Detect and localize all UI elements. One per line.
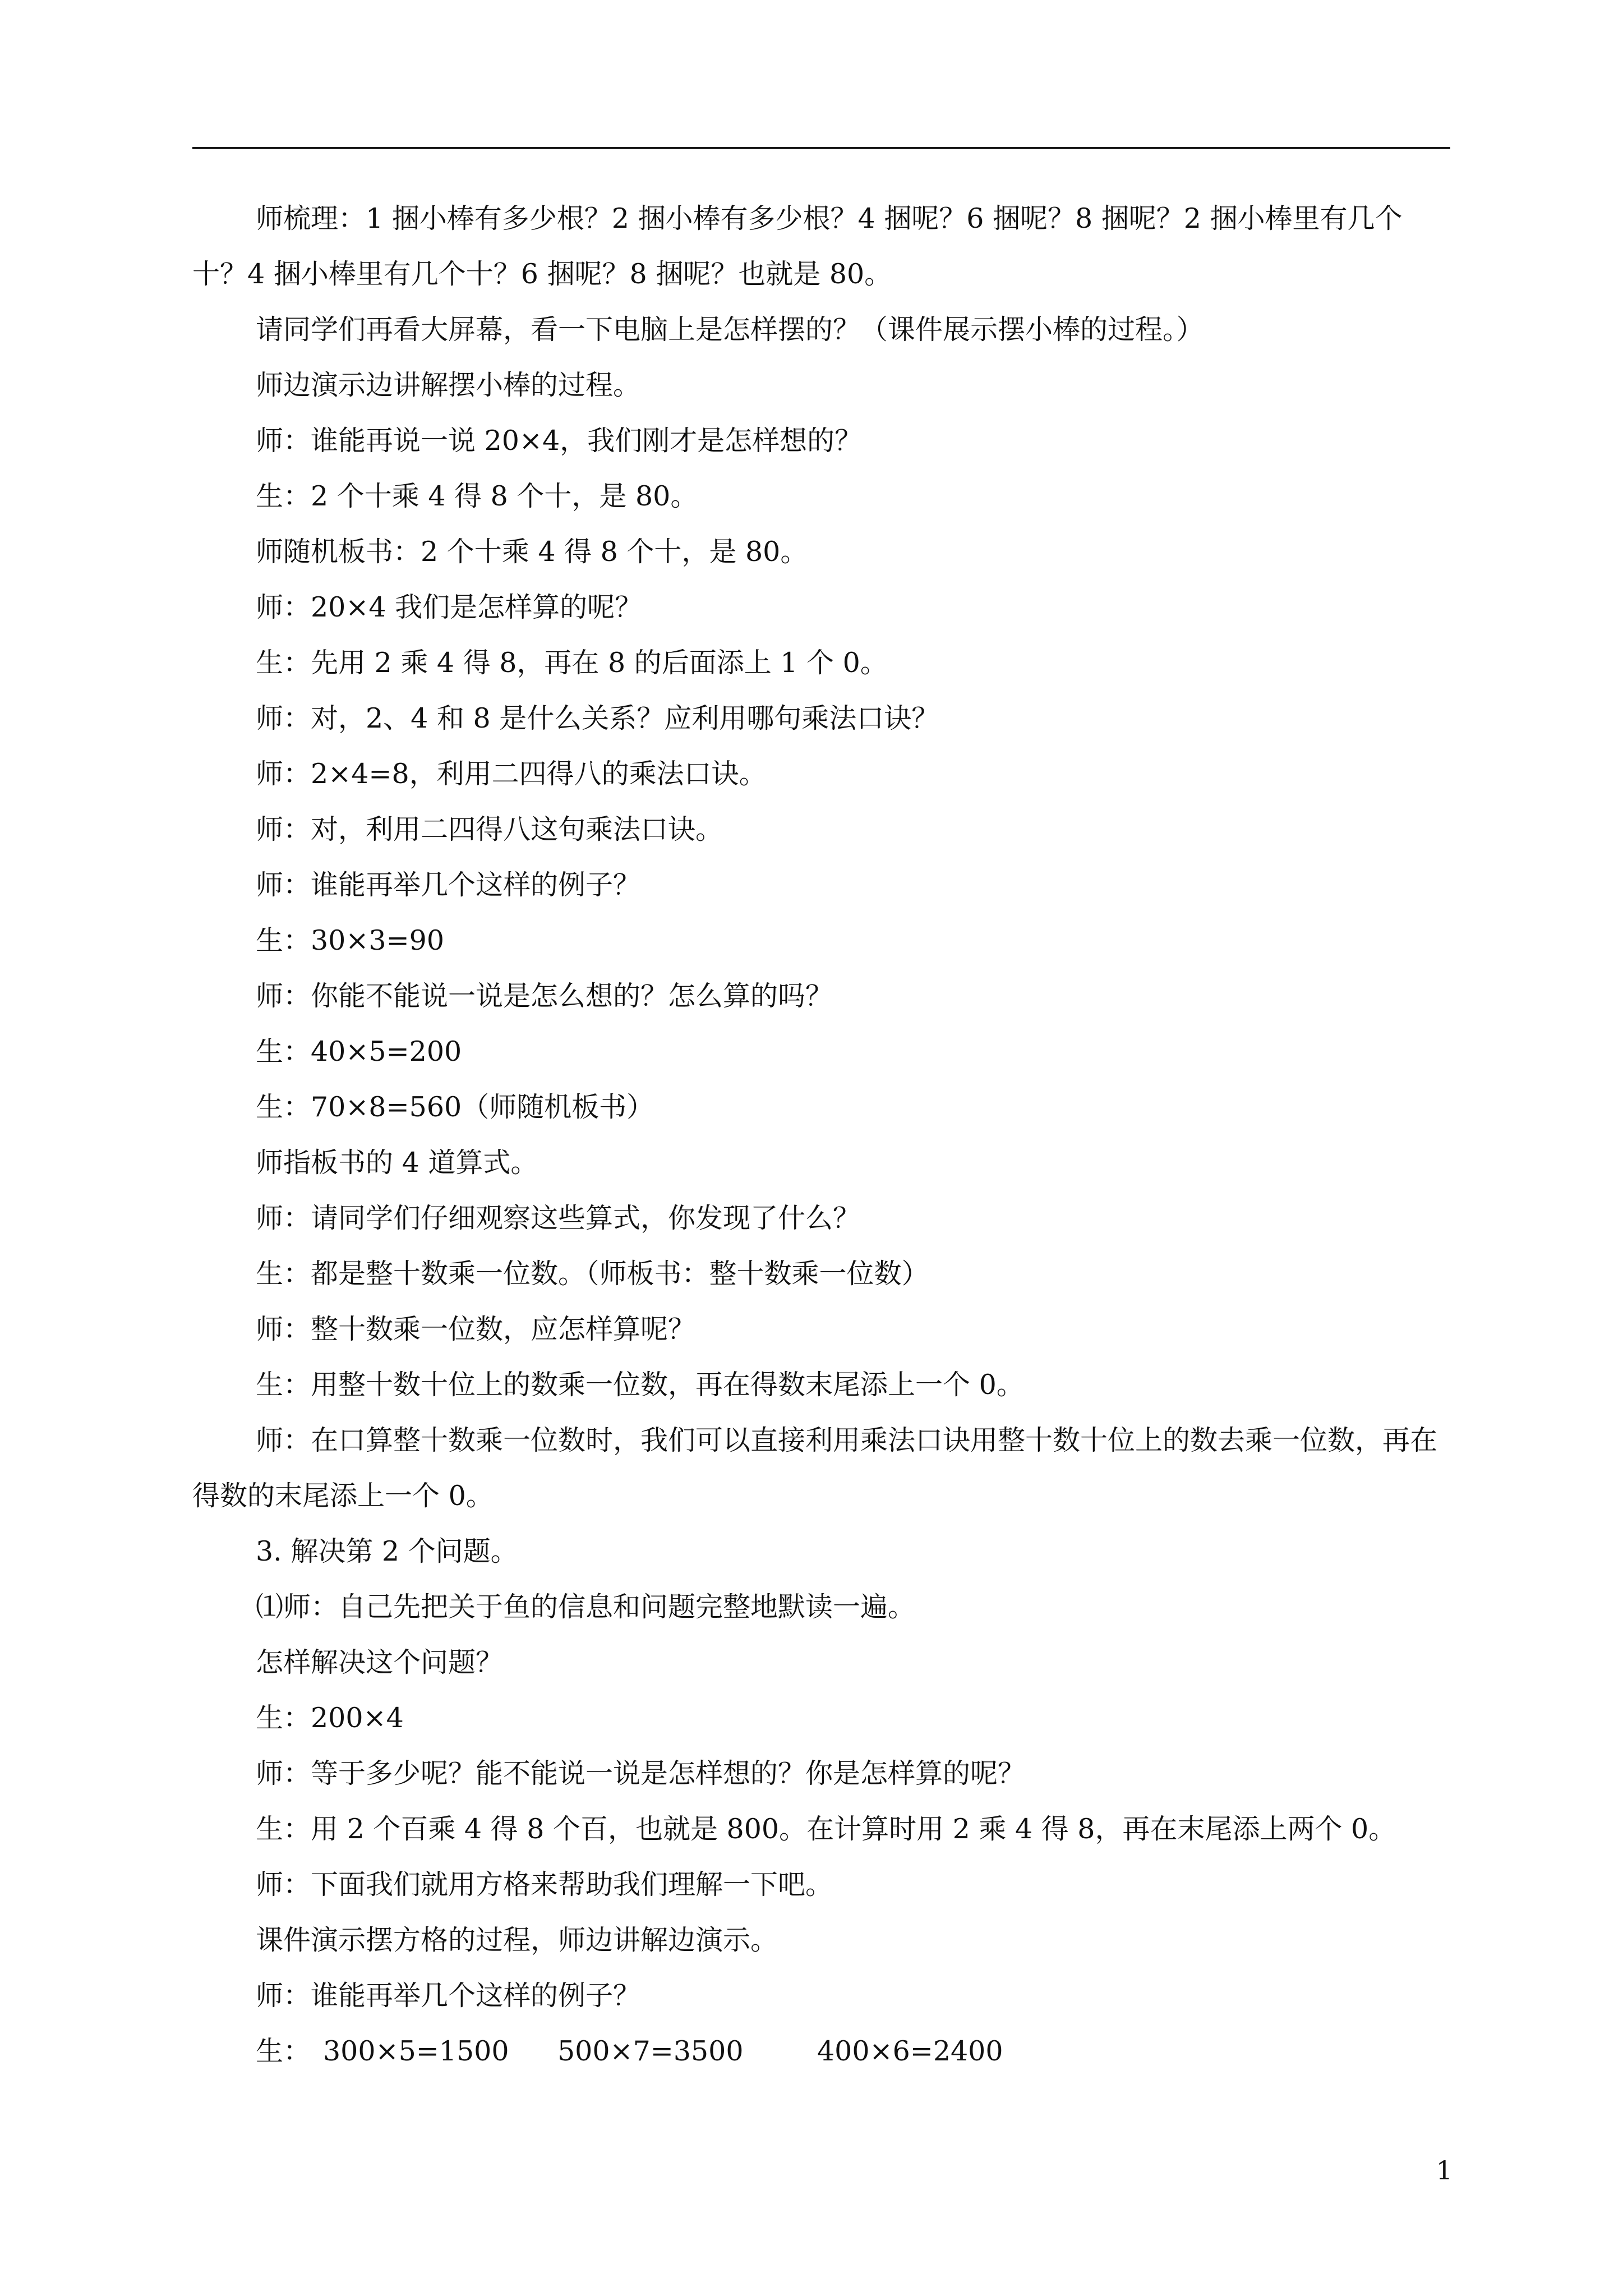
paragraph: 师梳理：1 捆小棒有多少根？2 捆小棒有多少根？4 捆呢？6 捆呢？8 捆呢？2 捆小棒里有几个十？4 捆小棒里有几个十？6 捆呢？8 捆呢？也就是 80。 [192,203,1403,290]
paragraph: 师边演示边讲解摆小棒的过程。 [256,369,641,401]
page-number: 1 [1436,2155,1453,2185]
paragraph: 师：谁能再举几个这样的例子？ [256,1980,641,2012]
speaker-label: 生： [256,2035,311,2067]
paragraph: 课件演示摆方格的过程，师边讲解边演示。 [256,1924,778,1956]
equation: 300×5=1500 [323,2035,509,2067]
paragraph: 生：先用 2 乘 4 得 8，再在 8 的后面添上 1 个 0。 [256,647,888,679]
paragraph: 生：70×8=560（师随机板书） [256,1091,654,1123]
paragraph: 师：请同学们仔细观察这些算式，你发现了什么？ [256,1202,861,1234]
paragraph: 师：谁能再举几个这样的例子？ [256,869,641,901]
paragraph: 生：200×4 [256,1702,404,1734]
paragraph: 师：等于多少呢？能不能说一说是怎样想的？你是怎样算的呢？ [256,1757,1026,1789]
header-rule [192,147,1450,149]
paragraph: 生：都是整十数乘一位数。（师板书：整十数乘一位数） [256,1258,929,1290]
paragraph: 生：40×5=200 [256,1036,462,1068]
paragraph: 怎样解决这个问题？ [256,1646,504,1678]
paragraph: 生：用 2 个百乘 4 得 8 个百，也就是 800。在计算时用 2 乘 4 得 8，再在末尾添上两个 0。 [256,1813,1396,1845]
paragraph: 师指板书的 4 道算式。 [256,1147,538,1179]
paragraph: 师：整十数乘一位数，应怎样算呢？ [256,1313,696,1345]
page-body [192,191,1450,2079]
equation: 400×6=2400 [817,2035,1003,2067]
paragraph: 请同学们再看大屏幕，看一下电脑上是怎样摆的？（课件展示摆小棒的过程。） [256,314,1204,346]
equation: 500×7=3500 [557,2035,744,2067]
paragraph: 师：对，利用二四得八这句乘法口诀。 [256,813,723,845]
paragraph: ⑴师：自己先把关于鱼的信息和问题完整地默读一遍。 [256,1591,916,1623]
paragraph: 师：谁能再说一说 20×4，我们刚才是怎样想的？ [256,425,863,457]
paragraph: 生：用整十数十位上的数乘一位数，再在得数末尾添上一个 0。 [256,1369,1024,1401]
paragraph: 师：在口算整十数乘一位数时，我们可以直接利用乘法口诀用整十数十位上的数去乘一位数，再在得数的末尾添上一个 0。 [192,1424,1438,1512]
paragraph: 师：你能不能说一说是怎么想的？怎么算的吗？ [256,980,833,1012]
paragraph: 生：2 个十乘 4 得 8 个十，是 80。 [256,480,698,512]
paragraph: 生：30×3=90 [256,924,444,956]
paragraph: 师：下面我们就用方格来帮助我们理解一下吧。 [256,1869,833,1901]
equation-line [192,2023,1450,2079]
paragraph: 师：20×4 我们是怎样算的呢？ [256,591,643,623]
paragraph: 师：对，2、4 和 8 是什么关系？应利用哪句乘法口诀？ [256,702,939,734]
paragraph: 3. 解决第 2 个问题。 [256,1535,518,1567]
paragraph: 师：2×4=8，利用二四得八的乘法口诀。 [256,758,767,790]
paragraph: 师随机板书：2 个十乘 4 得 8 个十，是 80。 [256,536,808,568]
